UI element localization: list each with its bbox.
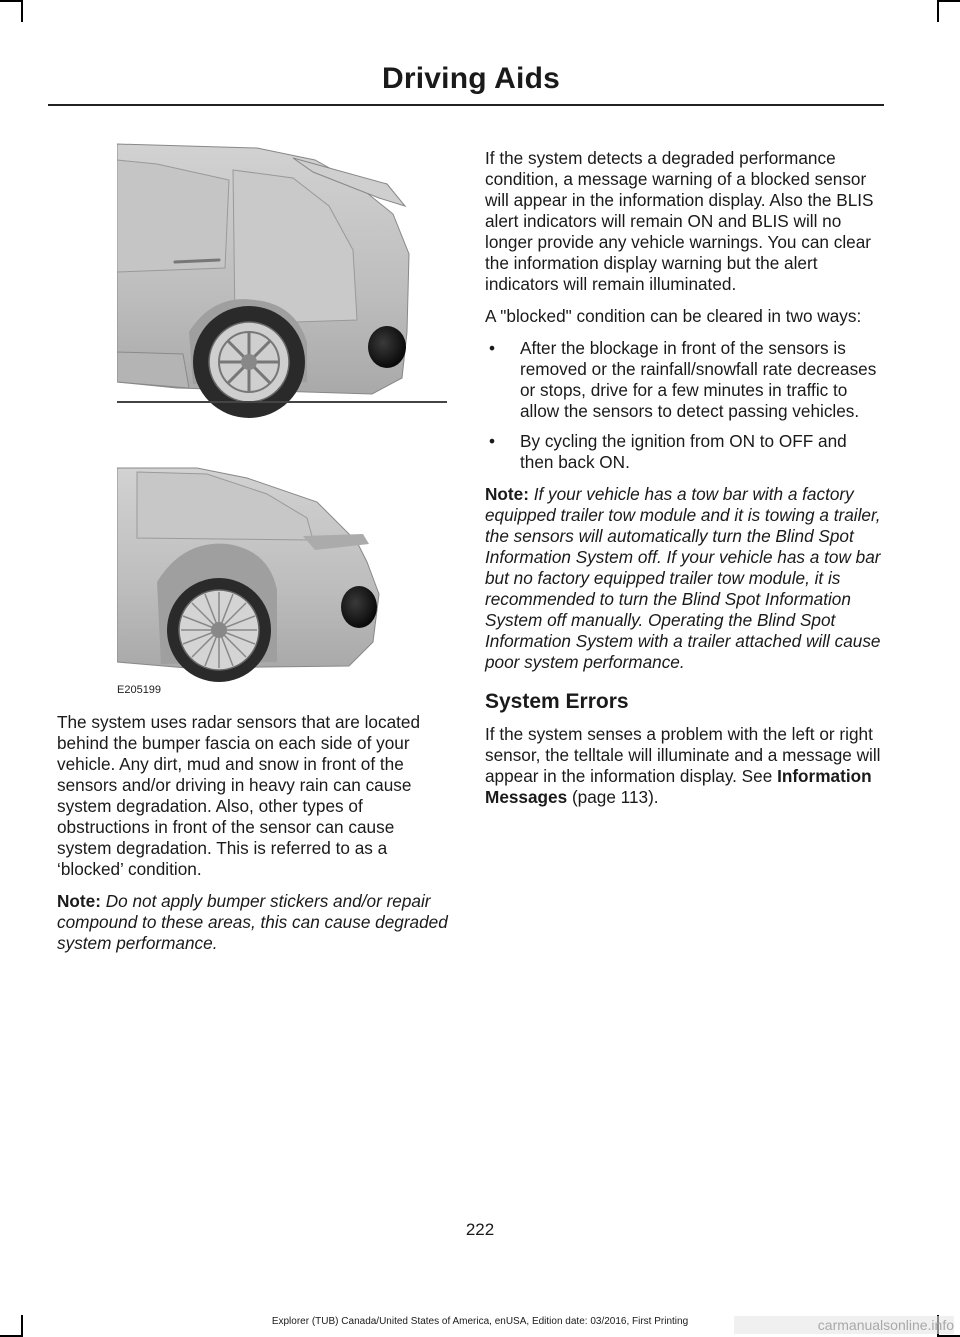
note-text: If your vehicle has a tow bar with a factory equipped trailer tow module and it is towing a trailer, the sensors will automatically turn the Blind Spot Information System off. If your vehicle has a tow bar but no factory equipped trailer tow module, it is recommended to turn the Blind Spot Information System off manually. Operating the Blind Spot Information System with a trailer attached will cause poor system performance. (485, 484, 881, 672)
page-number: 222 (465, 1220, 495, 1239)
paragraph: If the system detects a degraded performance condition, a message warning of a blocked sensor will appear in the information display. Also the BLIS alert indicators will remain ON and BLIS will no longer provide any vehicle warnings. You can clear the information display warning but the alert indicators will remain illuminated. (485, 148, 874, 294)
note-label: Note: (485, 484, 529, 504)
bullet-icon: • (489, 338, 496, 358)
header-divider (48, 104, 884, 106)
bullet-list (485, 338, 883, 473)
note (57, 891, 449, 954)
note (485, 484, 883, 673)
paragraph: The system uses radar sensors that are located behind the bumper fascia on each side of your vehicle. Any dirt, mud and snow in front of the sensors and/or driving in heavy rain can cause system degradation. Also, other types of obstructions in front of the sensor can cause system degradation. This is referred to as a ‘blocked’ condition. (57, 712, 421, 879)
note-text: Do not apply bumper stickers and/or repair compound to these areas, this can cause degraded system performance. (57, 891, 448, 953)
section-heading: System Errors (485, 690, 629, 713)
bullet-icon: • (489, 431, 496, 451)
vehicle-rear-illustration (117, 142, 447, 698)
figure-id: E205199 (117, 684, 162, 696)
list-item (485, 338, 883, 422)
suv-illustration (117, 144, 447, 418)
note-label: Note: (57, 891, 101, 911)
right-column (485, 148, 883, 819)
list-item-text: By cycling the ignition from ON to OFF and then back ON. (520, 431, 847, 472)
page-reference: (page 113). (567, 787, 659, 807)
paragraph: A "blocked" condition can be cleared in two ways: (485, 306, 862, 326)
crop-mark (937, 0, 939, 22)
paragraph (485, 724, 883, 808)
crop-mark (0, 0, 22, 2)
crop-mark (21, 0, 23, 22)
list-item-text: After the blockage in front of the sensors is removed or the rainfall/snowfall rate decreases or stops, drive for a few minutes in traffic to allow the sensors to detect passing vehicles. (520, 338, 877, 421)
left-column (57, 712, 449, 965)
sedan-illustration (117, 468, 379, 682)
crop-mark (938, 0, 960, 2)
page-title: Driving Aids (382, 62, 560, 95)
cross-reference-link[interactable]: Information Messages (485, 766, 872, 807)
list-item (485, 431, 883, 473)
watermark: carmanualsonline.info (734, 1316, 954, 1334)
footer-text: Explorer (TUB) Canada/United States of America, enUSA, Edition date: 03/2016, First Printing (271, 1316, 689, 1327)
paragraph-text: If the system senses a problem with the left or right sensor, the telltale will illuminate and a message will appear in the information display. See (485, 724, 881, 786)
